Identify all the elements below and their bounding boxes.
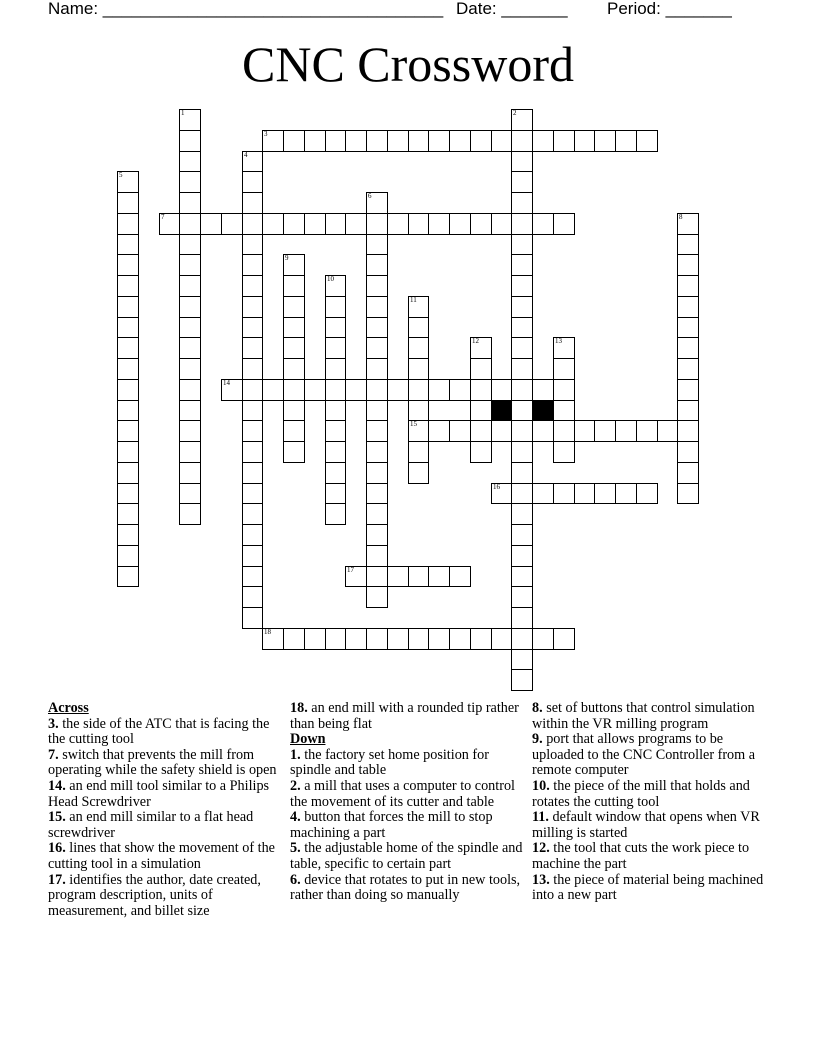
crossword-cell[interactable] bbox=[428, 130, 450, 152]
crossword-cell[interactable] bbox=[179, 151, 201, 172]
crossword-cell[interactable] bbox=[242, 441, 263, 463]
clue-across-18: 18. an end mill with a rounded tip rather than being flat bbox=[290, 700, 519, 732]
crossword-cell[interactable] bbox=[428, 628, 450, 650]
crossword-cell[interactable] bbox=[636, 420, 658, 442]
crossword-cell[interactable] bbox=[325, 296, 346, 318]
crossword-cell[interactable] bbox=[532, 420, 554, 442]
crossword-cell[interactable] bbox=[325, 483, 346, 504]
crossword-cell[interactable] bbox=[387, 566, 409, 587]
crossword-cell[interactable] bbox=[179, 130, 201, 152]
crossword-cell[interactable] bbox=[677, 317, 699, 338]
crossword-cell[interactable] bbox=[387, 130, 409, 152]
crossword-cell[interactable] bbox=[283, 213, 305, 235]
crossword-cell[interactable] bbox=[283, 379, 305, 401]
crossword-cell[interactable] bbox=[242, 586, 263, 608]
crossword-cell[interactable] bbox=[574, 420, 595, 442]
crossword-cell[interactable] bbox=[428, 213, 450, 235]
crossword-cell[interactable] bbox=[511, 151, 533, 172]
clue-across-7: 7. switch that prevents the mill from operating while the safety shield is open bbox=[48, 746, 277, 779]
crossword-cell[interactable] bbox=[366, 462, 388, 484]
crossword-cell[interactable] bbox=[117, 545, 139, 567]
crossword-cell[interactable] bbox=[117, 337, 139, 359]
crossword-cell[interactable] bbox=[366, 254, 388, 276]
crossword-cell[interactable] bbox=[511, 441, 533, 463]
crossword-cell[interactable] bbox=[511, 130, 533, 152]
cell-number: 10 bbox=[327, 275, 334, 283]
crossword-cell[interactable] bbox=[511, 171, 533, 193]
cell-number: 18 bbox=[264, 628, 271, 636]
crossword-cell[interactable] bbox=[366, 503, 388, 525]
clues-column-2 bbox=[290, 701, 526, 904]
crossword-cell[interactable] bbox=[283, 358, 305, 380]
black-cell bbox=[491, 400, 512, 421]
crossword-cell[interactable] bbox=[574, 483, 595, 504]
crossword-cell[interactable] bbox=[532, 379, 554, 401]
crossword-cell[interactable] bbox=[553, 400, 575, 421]
crossword-cell[interactable] bbox=[325, 358, 346, 380]
crossword-cell[interactable] bbox=[179, 503, 201, 525]
crossword-cell[interactable] bbox=[262, 379, 284, 401]
crossword-cell[interactable] bbox=[262, 213, 284, 235]
crossword-cell[interactable] bbox=[345, 130, 367, 152]
crossword-cell[interactable] bbox=[470, 130, 492, 152]
crossword-cell[interactable] bbox=[491, 213, 512, 235]
crossword-cell[interactable] bbox=[677, 462, 699, 484]
crossword-cell[interactable] bbox=[366, 296, 388, 318]
clue-down-8: 8. set of buttons that control simulation within the VR milling program bbox=[532, 700, 755, 732]
crossword-cell[interactable] bbox=[491, 420, 512, 442]
crossword-cell[interactable] bbox=[117, 296, 139, 318]
crossword-cell[interactable] bbox=[677, 483, 699, 504]
crossword-cell[interactable] bbox=[511, 566, 533, 587]
crossword-cell[interactable] bbox=[242, 192, 263, 214]
crossword-cell[interactable] bbox=[387, 628, 409, 650]
crossword-cell[interactable] bbox=[179, 400, 201, 421]
cell-number: 17 bbox=[347, 566, 354, 574]
crossword-cell[interactable] bbox=[117, 379, 139, 401]
clue-across-17: 17. identifies the author, date created, program description, units of measurement, and billet size bbox=[48, 871, 261, 919]
crossword-cell[interactable] bbox=[242, 337, 263, 359]
crossword-cell[interactable] bbox=[242, 213, 263, 235]
crossword-cell[interactable] bbox=[511, 296, 533, 318]
crossword-cell[interactable] bbox=[242, 296, 263, 318]
clue-down-13: 13. the piece of material being machined into a new part bbox=[532, 871, 764, 904]
crossword-cell[interactable] bbox=[366, 275, 388, 297]
crossword-cell[interactable] bbox=[470, 441, 492, 463]
page-title: CNC Crossword bbox=[242, 36, 574, 92]
crossword-cell[interactable] bbox=[511, 379, 533, 401]
across-heading: Across bbox=[48, 700, 89, 716]
crossword-cell[interactable] bbox=[553, 483, 575, 504]
crossword-cell[interactable] bbox=[677, 254, 699, 276]
crossword-cell[interactable] bbox=[179, 171, 201, 193]
crossword-cell[interactable] bbox=[325, 628, 346, 650]
black-cell bbox=[532, 400, 554, 421]
cell-number: 9 bbox=[285, 254, 289, 262]
cell-number: 13 bbox=[555, 337, 562, 345]
crossword-cell[interactable] bbox=[304, 379, 326, 401]
crossword-cell[interactable] bbox=[242, 483, 263, 504]
crossword-cell[interactable] bbox=[179, 441, 201, 463]
crossword-cell[interactable] bbox=[283, 441, 305, 463]
crossword-cell[interactable] bbox=[179, 358, 201, 380]
crossword-cell[interactable] bbox=[242, 379, 263, 401]
clue-down-12: 12. the tool that cuts the work piece to machine the part bbox=[532, 840, 750, 872]
crossword-cell[interactable] bbox=[242, 420, 263, 442]
crossword-cell[interactable] bbox=[242, 234, 263, 255]
crossword-cell[interactable] bbox=[117, 503, 139, 525]
crossword-cell[interactable] bbox=[283, 337, 305, 359]
crossword-cell[interactable] bbox=[677, 441, 699, 463]
crossword-cell[interactable] bbox=[657, 420, 678, 442]
crossword-cell[interactable] bbox=[366, 400, 388, 421]
crossword-cell[interactable] bbox=[553, 628, 575, 650]
clue-down-9: 9. port that allows programs to be uploaded to the CNC Controller from a remote computer bbox=[532, 731, 756, 779]
crossword-cell[interactable] bbox=[283, 628, 305, 650]
crossword-cell[interactable] bbox=[428, 566, 450, 587]
crossword-cell[interactable] bbox=[325, 503, 346, 525]
crossword-cell[interactable] bbox=[117, 483, 139, 504]
crossword-cell[interactable] bbox=[428, 420, 450, 442]
crossword-cell[interactable] bbox=[325, 213, 346, 235]
crossword-cell[interactable] bbox=[179, 275, 201, 297]
crossword-cell[interactable] bbox=[179, 234, 201, 255]
crossword-cell[interactable] bbox=[242, 545, 263, 567]
crossword-cell[interactable] bbox=[242, 171, 263, 193]
crossword-cell[interactable] bbox=[325, 420, 346, 442]
crossword-cell[interactable] bbox=[304, 213, 326, 235]
crossword-cell[interactable] bbox=[345, 213, 367, 235]
crossword-cell[interactable] bbox=[677, 234, 699, 255]
crossword-cell[interactable] bbox=[283, 400, 305, 421]
crossword-cell[interactable] bbox=[408, 213, 429, 235]
crossword-cell[interactable] bbox=[221, 213, 243, 235]
cell-number: 7 bbox=[161, 213, 165, 221]
crossword-cell[interactable] bbox=[304, 130, 326, 152]
crossword-cell[interactable] bbox=[325, 337, 346, 359]
clue-down-4: 4. button that forces the mill to stop machining a part bbox=[290, 809, 493, 841]
crossword-cell[interactable] bbox=[117, 254, 139, 276]
cell-number: 8 bbox=[679, 213, 683, 221]
crossword-cell[interactable] bbox=[366, 130, 388, 152]
crossword-cell[interactable] bbox=[366, 234, 388, 255]
crossword-cell[interactable] bbox=[325, 379, 346, 401]
name-field[interactable]: Name: ____________________________________ bbox=[48, 0, 444, 18]
cell-number: 6 bbox=[368, 192, 372, 200]
crossword-cell[interactable] bbox=[470, 628, 492, 650]
crossword-cell[interactable] bbox=[387, 379, 409, 401]
crossword-cell[interactable] bbox=[511, 337, 533, 359]
clue-down-2: 2. a mill that uses a computer to control the movement of its cutter and table bbox=[290, 777, 515, 810]
crossword-cell[interactable] bbox=[553, 213, 575, 235]
crossword-cell[interactable] bbox=[242, 566, 263, 587]
crossword-cell[interactable] bbox=[283, 296, 305, 318]
crossword-cell[interactable] bbox=[553, 441, 575, 463]
crossword-cell[interactable] bbox=[366, 379, 388, 401]
crossword-cell[interactable] bbox=[117, 420, 139, 442]
crossword-cell[interactable] bbox=[117, 234, 139, 255]
cell-number: 16 bbox=[493, 483, 500, 491]
crossword-cell[interactable] bbox=[511, 420, 533, 442]
cell-number: 15 bbox=[410, 420, 417, 428]
crossword-cell[interactable] bbox=[179, 337, 201, 359]
crossword-cell[interactable] bbox=[511, 462, 533, 484]
cell-number: 3 bbox=[264, 130, 268, 138]
crossword-cell[interactable] bbox=[408, 358, 429, 380]
crossword-cell[interactable] bbox=[470, 379, 492, 401]
crossword-cell[interactable] bbox=[179, 192, 201, 214]
crossword-cell[interactable] bbox=[283, 275, 305, 297]
crossword-cell[interactable] bbox=[532, 628, 554, 650]
crossword-cell[interactable] bbox=[511, 545, 533, 567]
crossword-cell[interactable] bbox=[449, 213, 471, 235]
crossword-cell[interactable] bbox=[408, 462, 429, 484]
crossword-cell[interactable] bbox=[117, 192, 139, 214]
crossword-cell[interactable] bbox=[117, 400, 139, 421]
crossword-cell[interactable] bbox=[325, 462, 346, 484]
crossword-cell[interactable] bbox=[179, 296, 201, 318]
crossword-cell[interactable] bbox=[470, 400, 492, 421]
crossword-cell[interactable] bbox=[677, 296, 699, 318]
crossword-cell[interactable] bbox=[470, 213, 492, 235]
crossword-cell[interactable] bbox=[387, 213, 409, 235]
crossword-cell[interactable] bbox=[636, 130, 658, 152]
crossword-cell[interactable] bbox=[117, 213, 139, 235]
clue-down-10: 10. the piece of the mill that holds and rotates the cutting tool bbox=[532, 777, 750, 810]
crossword-cell[interactable] bbox=[345, 628, 367, 650]
crossword-cell[interactable] bbox=[511, 213, 533, 235]
crossword-cell[interactable] bbox=[408, 317, 429, 338]
crossword-cell[interactable] bbox=[179, 317, 201, 338]
clue-down-1: 1. the factory set home position for spindle and table bbox=[290, 746, 489, 779]
crossword-cell[interactable] bbox=[677, 275, 699, 297]
crossword-cell[interactable] bbox=[449, 628, 471, 650]
crossword-cell[interactable] bbox=[615, 130, 637, 152]
crossword-cell[interactable] bbox=[179, 483, 201, 504]
crossword-cell[interactable] bbox=[511, 254, 533, 276]
crossword-cell[interactable] bbox=[366, 420, 388, 442]
crossword-cell[interactable] bbox=[179, 213, 201, 235]
crossword-cell[interactable] bbox=[242, 317, 263, 338]
crossword-cell[interactable] bbox=[511, 649, 533, 670]
crossword-cell[interactable] bbox=[179, 420, 201, 442]
crossword-cell[interactable] bbox=[345, 379, 367, 401]
crossword-cell[interactable] bbox=[408, 337, 429, 359]
crossword-cell[interactable] bbox=[449, 379, 471, 401]
crossword-cell[interactable] bbox=[553, 358, 575, 380]
crossword-cell[interactable] bbox=[242, 524, 263, 546]
crossword-cell[interactable] bbox=[408, 400, 429, 421]
crossword-cell[interactable] bbox=[511, 317, 533, 338]
crossword-cell[interactable] bbox=[366, 628, 388, 650]
crossword-cell[interactable] bbox=[242, 275, 263, 297]
crossword-cell[interactable] bbox=[366, 524, 388, 546]
date-field[interactable]: Date: _______ bbox=[456, 0, 568, 18]
crossword-cell[interactable] bbox=[242, 358, 263, 380]
crossword-cell[interactable] bbox=[366, 317, 388, 338]
crossword-cell[interactable] bbox=[408, 441, 429, 463]
clue-across-16: 16. lines that show the movement of the cutting tool in a simulation bbox=[48, 840, 275, 872]
cell-number: 1 bbox=[181, 109, 185, 117]
crossword-cell[interactable] bbox=[677, 420, 699, 442]
crossword-cell[interactable] bbox=[449, 130, 471, 152]
crossword-cell[interactable] bbox=[470, 420, 492, 442]
crossword-cell[interactable] bbox=[408, 566, 429, 587]
period-field[interactable]: Period: _______ bbox=[607, 0, 732, 18]
crossword-cell[interactable] bbox=[511, 234, 533, 255]
crossword-cell[interactable] bbox=[511, 400, 533, 421]
crossword-cell[interactable] bbox=[366, 545, 388, 567]
crossword-cell[interactable] bbox=[283, 420, 305, 442]
crossword-cell[interactable] bbox=[242, 462, 263, 484]
crossword-cell[interactable] bbox=[325, 400, 346, 421]
crossword-cell[interactable] bbox=[242, 254, 263, 276]
crossword-cell[interactable] bbox=[117, 462, 139, 484]
crossword-cell[interactable] bbox=[677, 400, 699, 421]
crossword-cell[interactable] bbox=[553, 420, 575, 442]
crossword-cell[interactable] bbox=[449, 566, 471, 587]
crossword-cell[interactable] bbox=[511, 628, 533, 650]
crossword-cell[interactable] bbox=[636, 483, 658, 504]
crossword-cell[interactable] bbox=[511, 586, 533, 608]
crossword-cell[interactable] bbox=[325, 130, 346, 152]
crossword-cell[interactable] bbox=[117, 275, 139, 297]
crossword-cell[interactable] bbox=[179, 254, 201, 276]
crossword-cell[interactable] bbox=[304, 628, 326, 650]
crossword-cell[interactable] bbox=[511, 275, 533, 297]
crossword-cell[interactable] bbox=[283, 130, 305, 152]
crossword-cell[interactable] bbox=[594, 483, 616, 504]
crossword-cell[interactable] bbox=[511, 483, 533, 504]
crossword-cell[interactable] bbox=[366, 586, 388, 608]
crossword-cell[interactable] bbox=[615, 420, 637, 442]
clue-down-6: 6. device that rotates to put in new tools, rather than doing so manually bbox=[290, 871, 521, 904]
crossword-cell[interactable] bbox=[408, 130, 429, 152]
crossword-cell[interactable] bbox=[470, 358, 492, 380]
crossword-cell[interactable] bbox=[677, 379, 699, 401]
crossword-cell[interactable] bbox=[553, 130, 575, 152]
crossword-cell[interactable] bbox=[242, 607, 263, 629]
clues-column-3 bbox=[532, 701, 768, 904]
clue-across-14: 14. an end mill tool similar to a Philips Head Screwdriver bbox=[48, 777, 270, 810]
crossword-cell[interactable] bbox=[242, 503, 263, 525]
crossword-cell[interactable] bbox=[366, 358, 388, 380]
clue-down-11: 11. default window that opens when VR milling is started bbox=[532, 809, 760, 841]
cell-number: 14 bbox=[223, 379, 230, 387]
crossword-cell[interactable] bbox=[574, 130, 595, 152]
crossword-cell[interactable] bbox=[325, 317, 346, 338]
crossword-cell[interactable] bbox=[532, 130, 554, 152]
crossword-cell[interactable] bbox=[179, 379, 201, 401]
crossword-cell[interactable] bbox=[366, 566, 388, 587]
crossword-cell[interactable] bbox=[615, 483, 637, 504]
cell-number: 5 bbox=[119, 171, 123, 179]
crossword-cell[interactable] bbox=[491, 379, 512, 401]
cell-number: 2 bbox=[513, 109, 517, 117]
clue-down-5: 5. the adjustable home of the spindle and table, specific to certain part bbox=[290, 840, 523, 872]
crossword-cell[interactable] bbox=[594, 420, 616, 442]
crossword-cell[interactable] bbox=[366, 483, 388, 504]
crossword-cell[interactable] bbox=[511, 358, 533, 380]
crossword-cell[interactable] bbox=[511, 503, 533, 525]
crossword-cell[interactable] bbox=[179, 462, 201, 484]
cell-number: 11 bbox=[410, 296, 417, 304]
clue-across-15: 15. an end mill similar to a flat head screwdriver bbox=[48, 809, 254, 841]
crossword-cell[interactable] bbox=[117, 441, 139, 463]
crossword-cell[interactable] bbox=[553, 379, 575, 401]
crossword-cell[interactable] bbox=[117, 358, 139, 380]
crossword-cell[interactable] bbox=[366, 337, 388, 359]
clues-column-1 bbox=[48, 701, 284, 919]
crossword-cell[interactable] bbox=[511, 192, 533, 214]
crossword-cell[interactable] bbox=[677, 358, 699, 380]
crossword-cell[interactable] bbox=[491, 130, 512, 152]
crossword-cell[interactable] bbox=[428, 379, 450, 401]
crossword-cell[interactable] bbox=[511, 607, 533, 629]
crossword-cell[interactable] bbox=[532, 213, 554, 235]
down-heading: Down bbox=[290, 731, 326, 748]
crossword-cell[interactable] bbox=[532, 483, 554, 504]
crossword-cell[interactable] bbox=[283, 317, 305, 338]
cell-number: 4 bbox=[244, 151, 248, 159]
crossword-cell[interactable] bbox=[200, 213, 222, 235]
crossword-cell[interactable] bbox=[117, 524, 139, 546]
crossword-cell[interactable] bbox=[511, 669, 533, 691]
crossword-cell[interactable] bbox=[366, 213, 388, 235]
cell-number: 12 bbox=[472, 337, 479, 345]
crossword-cell[interactable] bbox=[408, 379, 429, 401]
crossword-cell[interactable] bbox=[325, 441, 346, 463]
crossword-cell[interactable] bbox=[242, 400, 263, 421]
crossword-cell[interactable] bbox=[677, 337, 699, 359]
crossword-cell[interactable] bbox=[511, 524, 533, 546]
crossword-cell[interactable] bbox=[408, 628, 429, 650]
crossword-cell[interactable] bbox=[594, 130, 616, 152]
crossword-cell[interactable] bbox=[366, 441, 388, 463]
crossword-cell[interactable] bbox=[117, 317, 139, 338]
clue-across-3: 3. the side of the ATC that is facing the the cutting tool bbox=[48, 715, 270, 748]
crossword-cell[interactable] bbox=[449, 420, 471, 442]
crossword-cell[interactable] bbox=[117, 566, 139, 587]
crossword-cell[interactable] bbox=[491, 628, 512, 650]
